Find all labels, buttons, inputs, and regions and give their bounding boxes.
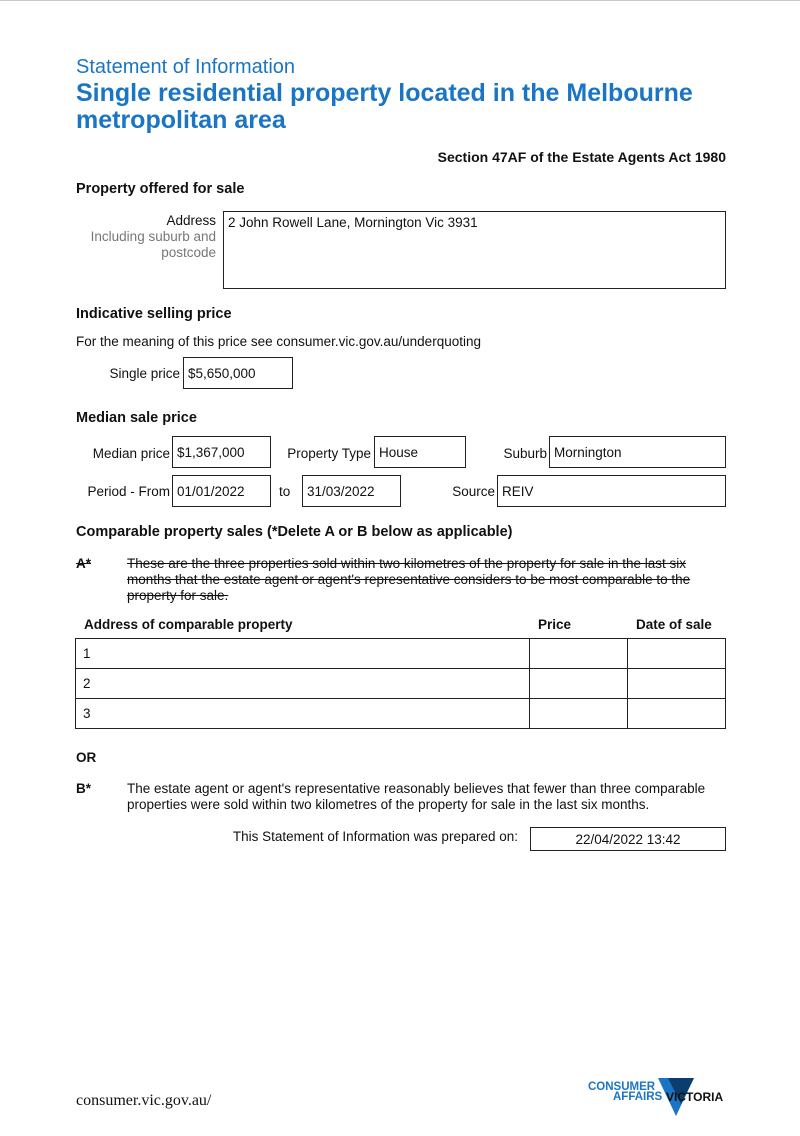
comparable-address-cell[interactable] <box>76 639 530 669</box>
suburb-label: Suburb <box>503 446 547 461</box>
median-price-label: Median price <box>92 446 170 461</box>
consumer-affairs-victoria-logo <box>586 1076 728 1120</box>
row-number: 3 <box>83 706 91 721</box>
indicative-note: For the meaning of this price see consumer.vic.gov.au/underquoting <box>76 334 481 349</box>
comparable-price-cell[interactable] <box>530 639 628 669</box>
indicative-heading: Indicative selling price <box>76 306 232 322</box>
median-price-value: $1,367,000 <box>177 445 245 460</box>
option-b-text: The estate agent or agent's representative reasonably believes that fewer than three comparable properties were sold within two kilometres of the property for sale in the last six months. <box>127 781 706 812</box>
source-field[interactable] <box>497 475 726 507</box>
table-row <box>76 669 726 699</box>
comparable-address-cell[interactable] <box>76 669 530 699</box>
logo-line-consumer: CONSUMER <box>588 1081 656 1093</box>
row-number: 1 <box>83 646 91 661</box>
suburb-field[interactable] <box>549 436 726 468</box>
option-a-text: These are the three properties sold within two kilometres of the property for sale in the last six months that the estate agent or agent's representative considers to be most comparable to the property for sale. <box>127 556 691 603</box>
footer-url[interactable]: consumer.vic.gov.au/ <box>76 1092 212 1109</box>
table-row <box>76 639 726 669</box>
property-type-label: Property Type <box>287 446 371 461</box>
period-from-value: 01/01/2022 <box>177 484 245 499</box>
suburb-value: Mornington <box>554 445 622 460</box>
prepared-date-field[interactable] <box>530 827 726 851</box>
logo-line-victoria: VICTORIA <box>666 1090 724 1104</box>
source-label: Source <box>452 484 495 499</box>
single-price-field[interactable] <box>183 357 293 389</box>
comparable-date-cell[interactable] <box>628 669 726 699</box>
prepared-label: This Statement of Information was prepared on: <box>232 829 518 844</box>
address-field[interactable] <box>223 211 726 289</box>
comparable-price-cell[interactable] <box>530 699 628 729</box>
table-row <box>76 699 726 729</box>
comparable-price-cell[interactable] <box>530 669 628 699</box>
or-separator: OR <box>76 750 97 765</box>
single-price-label: Single price <box>109 366 180 381</box>
row-number: 2 <box>83 676 91 691</box>
doc-subtitle: Statement of Information <box>76 56 296 78</box>
doc-title: Single residential property located in the Melbourne metropolitan area <box>76 79 693 134</box>
period-from-label: Period - From <box>87 484 170 499</box>
act-reference: Section 47AF of the Estate Agents Act 1980 <box>437 149 726 165</box>
col-date-header: Date of sale <box>636 617 712 632</box>
address-value: 2 John Rowell Lane, Mornington Vic 3931 <box>228 215 478 230</box>
col-price-header: Price <box>538 617 572 632</box>
period-from-field[interactable] <box>172 475 271 507</box>
comparable-table <box>75 638 726 729</box>
address-hint: Including suburb and postcode <box>90 229 216 260</box>
period-to-value: 31/03/2022 <box>307 484 375 499</box>
option-b-marker: B* <box>76 781 92 796</box>
source-value: REIV <box>502 484 534 499</box>
comparable-date-cell[interactable] <box>628 639 726 669</box>
period-to-field[interactable] <box>302 475 401 507</box>
period-to-label: to <box>279 484 291 499</box>
property-type-field[interactable] <box>374 436 466 468</box>
comparable-address-cell[interactable] <box>76 699 530 729</box>
address-label: Address <box>166 213 216 228</box>
page-top-border <box>0 0 800 1</box>
comparable-heading: Comparable property sales (*Delete A or B below as applicable) <box>76 524 513 540</box>
single-price-value: $5,650,000 <box>188 366 256 381</box>
prepared-date-value: 22/04/2022 13:42 <box>575 832 681 847</box>
option-a-marker: A* <box>76 556 92 571</box>
col-address-header: Address of comparable property <box>84 617 293 632</box>
property-type-value: House <box>379 445 419 460</box>
median-heading: Median sale price <box>76 410 197 426</box>
property-heading: Property offered for sale <box>76 181 245 197</box>
comparable-date-cell[interactable] <box>628 699 726 729</box>
median-price-field[interactable] <box>172 436 271 468</box>
logo-line-affairs: AFFAIRS <box>613 1091 663 1103</box>
